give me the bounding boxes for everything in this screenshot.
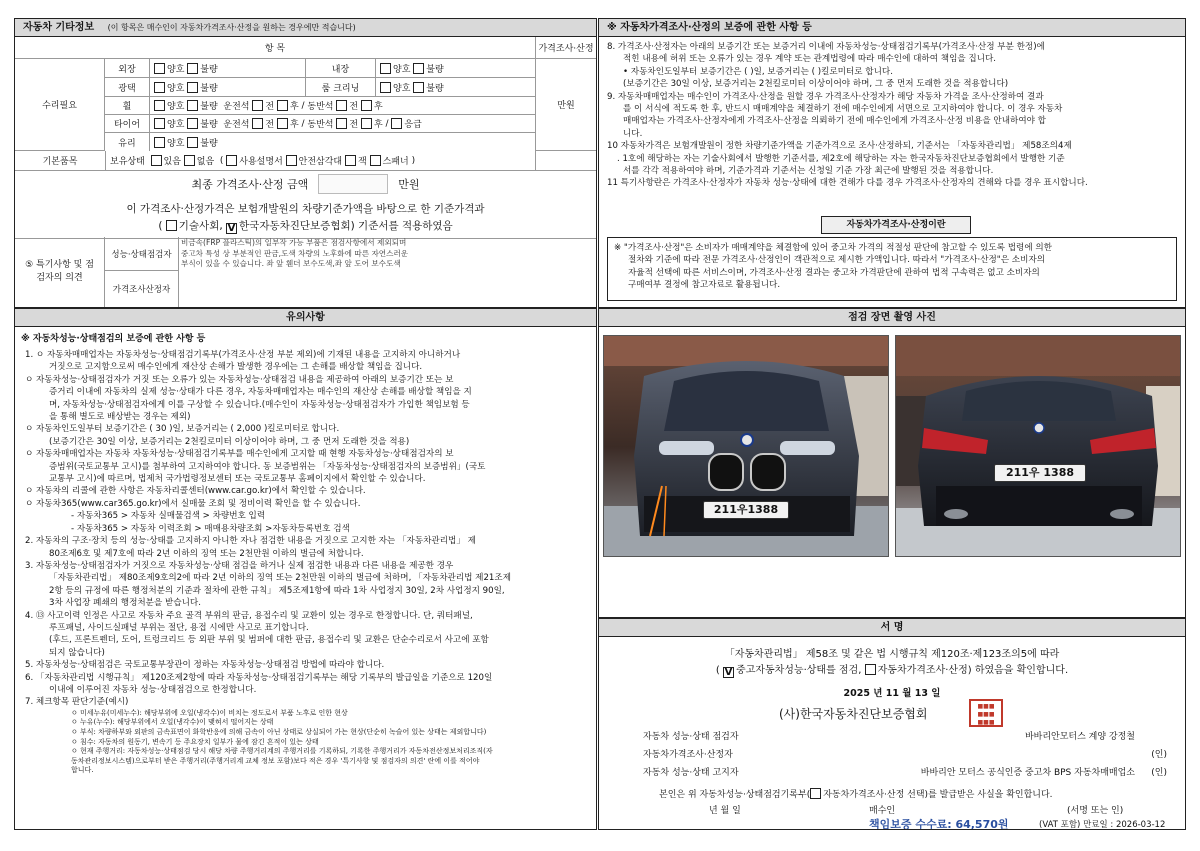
- opt-bad-label: 불량: [200, 102, 218, 112]
- possession-yes-label: 있음: [163, 157, 181, 167]
- wheel-pass-front-checkbox[interactable]: [336, 100, 347, 111]
- note-line: ㅇ 자동차365(www.car365.go.kr)에서 실매물 조회 및 정비이력 확인을 할 수 있습니다.: [25, 498, 361, 509]
- buyer-price-checkbox[interactable]: [810, 788, 821, 799]
- warranty-item: 9. 자동차매매업자는 매수인이 가격조사·산정을 원할 경우 가격조사·산정자가 해당 자동차 가격을 조사·산정하여 결과: [607, 91, 1044, 102]
- definition-line: 구매여부 결정에 참고자료로 활용됩니다.: [628, 280, 781, 291]
- warranty-item: 서를 각각 적용하여야 하며, 기준가격과 기준서는 신청일 기준 가장 최근에 발행된 것을 적용합니다.: [623, 166, 994, 177]
- note-line: 이내에 이루어진 자동차 성능·상태점검으로 한정합니다.: [49, 684, 257, 695]
- opt-bad-label: 불량: [200, 138, 218, 149]
- tire-pass-rear-checkbox[interactable]: [361, 118, 372, 129]
- note-line: 5. 자동차성능·상태점검은 국토교통부장관이 정하는 자동차성능·상태점검 방법에 따라야 합니다.: [25, 660, 385, 671]
- perf-inspector-text: 비금속(FRP 플라스틱)의 일부작 가능 부품은 점검사항에서 제외되며 중고차 특성 상 부분적인 판금,도색 차량의 노후화에 따른 자연스러운 부식이 있을 수 있습니다. 좌 앞 휀더 보수도색,좌 앞 도어 보수도색: [181, 238, 409, 269]
- note-line: 3. 자동차성능·상태점검자가 거짓으로 자동차성능·상태 점검을 하거나 실제 점검한 내용과 다른 내용을 제공한 경우: [25, 560, 454, 571]
- passenger-seat-label: 동반석: [307, 102, 334, 112]
- note-line: 합니다.: [71, 766, 94, 775]
- repair-grid: 외장 양호 불량 내장 양호 불량 광택 양호 불량 룸 크리닝 양호 불량 휠 양호 불량 운전석 전 후 / 동반석 전 후 타이어 양호 불량 운전석 전 후 / 동반석 전 후 / 응급 유리 양호 불량: [105, 59, 535, 151]
- final-price-input[interactable]: [318, 174, 388, 194]
- basis-line-2: [15, 218, 596, 239]
- exterior-good-checkbox[interactable]: [154, 63, 165, 74]
- note-line: (보증기간은 30일 이상, 보증거리는 2천킬로미터 이상이어야 하며, 그 중 먼저 도래한 것을 적용): [49, 436, 410, 447]
- notes-subtitle: ※ 자동차성능·상태점검의 보증에 관한 사항 등: [21, 334, 206, 344]
- room-bad-checkbox[interactable]: [413, 82, 424, 93]
- price-warranty-section: [598, 18, 1186, 308]
- signature-date: 2025 년 11 월 13 일: [843, 688, 941, 699]
- perf-check-label: 중고자동차성능·상태를 점검,: [735, 665, 862, 676]
- note-line: 증범위(국토교통부 고시)를 첨부하여 고지하여야 합니다. 동 보증범위는 「자동차성능·상태점검자의 보증범위」(국토: [49, 461, 486, 472]
- manual-checkbox[interactable]: [226, 155, 237, 166]
- sig-row-label: 자동차가격조사·산정자: [643, 750, 733, 760]
- passenger-seat-label: 동반석: [307, 120, 334, 130]
- warranty-item: . 1호에 해당하는 자는 기술사회에서 발행한 기준서를, 제2호에 해당하는 자는 한국자동차진단보증협회에서 발행한 기준: [617, 153, 1065, 164]
- possession-no-checkbox[interactable]: [184, 155, 195, 166]
- note-line: 을 통해 별도로 배상받는 경우는 제외): [49, 412, 191, 423]
- warranty-item: 적힌 내용에 허위 또는 오류가 있는 경우 계약 또는 관계법령에 따라 매수인에 대하여 책임을 집니다.: [623, 54, 997, 65]
- gloss-bad-checkbox[interactable]: [187, 82, 198, 93]
- front-label: 전: [265, 120, 275, 130]
- rear-label: 후: [373, 102, 383, 112]
- note-line: ㅇ 현재 주행거리: 자동차성능·상태점검 당시 해당 차량 주행거리계의 주행거리를 기록하되, 기록한 주행거리가 자동차전산정보처리조직(자: [71, 747, 493, 756]
- fee-label: 책임보증 수수료: 64,570원: [869, 818, 1009, 830]
- note-line: 4. ⑬ 사고이력 인정은 사고로 자동차 주요 골격 부위의 판금, 용접수리 및 교환이 있는 경우로 한정합니다. 단, 쿼터패널,: [25, 610, 473, 621]
- tire-pass-front-checkbox[interactable]: [336, 118, 347, 129]
- rear-label: 후: [289, 102, 299, 112]
- paren-close: ): [411, 155, 416, 166]
- rear-label: 후: [289, 120, 299, 130]
- opt-good-label: 양호: [393, 64, 411, 75]
- signature-law-line: 「자동차관리법」 제58조 및 같은 법 시행규칙 제120조·제123조의5에 따라: [724, 649, 1060, 660]
- price-definition-box: [607, 237, 1177, 301]
- note-line: ㅇ 누유(누수): 해당부위에서 오일(냉각수)이 맺혀서 떨어지는 상태: [71, 718, 274, 727]
- label-interior: 내장: [305, 59, 375, 77]
- room-good-checkbox[interactable]: [380, 82, 391, 93]
- wheel-driver-front-checkbox[interactable]: [252, 100, 263, 111]
- price-warranty-header: ※ 자동차가격조사·산정의 보증에 관한 사항 등: [599, 19, 1185, 37]
- note-line: - 자동차365 > 자동차 이력조회 > 매매용차량조회 >자동차등록번호 검색: [71, 523, 350, 534]
- label-gloss: 광택: [118, 83, 136, 94]
- note-line: 3차 사업장 폐쇄의 행정처분을 받습니다.: [49, 598, 201, 609]
- tire-good-checkbox[interactable]: [154, 118, 165, 129]
- front-label: 전: [265, 102, 275, 112]
- note-line: 되지 않습니다): [49, 647, 105, 658]
- repair-label: 수리필요: [15, 59, 105, 151]
- tire-emergency-checkbox[interactable]: [391, 118, 402, 129]
- opt-good-label: 양호: [167, 120, 185, 130]
- final-price-unit: 만원: [398, 178, 420, 191]
- note-line: 80조제6호 및 제7호에 따라 2년 이하의 징역 또는 2천만원 이하의 벌금에 처합니다.: [49, 548, 364, 559]
- basis-line-1: 이 가격조사·산정가격은 보험개발원의 차량기준가액을 바탕으로 한 기준가격과: [126, 203, 485, 215]
- kaida-checkbox[interactable]: V: [227, 223, 236, 234]
- rear-license-plate: 211우 1388: [994, 464, 1086, 482]
- price-definition-title: 자동차가격조사·산정이란: [821, 216, 971, 234]
- possession-yes-checkbox[interactable]: [151, 155, 162, 166]
- sig-row-label: 자동차 성능·상태 고지자: [643, 768, 739, 778]
- basis-paren: (: [158, 220, 163, 232]
- glass-bad-checkbox[interactable]: [187, 137, 198, 148]
- inspection-record-page: [14, 18, 1186, 830]
- warranty-item: 니다.: [623, 128, 643, 139]
- note-line: 1. ㅇ 자동차매매업자는 자동차성능·상태점검기록부(가격조사·산정 부분 제외)에 기재된 내용을 고지하지 아니하거나: [25, 350, 461, 360]
- note-line: 2. 자동차의 구조·장치 등의 성능·상태를 고지하지 아니한 자나 점검한 내용을 거짓으로 고지한 자는 「자동차관리법」 제: [25, 536, 476, 547]
- price-inspector-label: 가격조사산정자: [105, 271, 179, 307]
- opt-good-label: 양호: [167, 83, 185, 94]
- glass-good-checkbox[interactable]: [154, 137, 165, 148]
- final-price-row: [15, 171, 596, 197]
- interior-good-checkbox[interactable]: [380, 63, 391, 74]
- fee-note: (VAT 포함) 만료일 : 2026-03-12: [1039, 820, 1166, 830]
- warranty-item: 10 자동차가격은 보험개발원이 정한 차량기준가액을 기준가격으로 조사·산정하되, 기준서는 「자동차관리법」 제58조의4제: [607, 141, 1072, 152]
- note-line: 7. 체크항목 판단기준(예시): [25, 697, 129, 708]
- tire-driver-front-checkbox[interactable]: [252, 118, 263, 129]
- wheel-driver-rear-checkbox[interactable]: [277, 100, 288, 111]
- signature-org: (사)한국자동차진단보증협회: [779, 707, 928, 721]
- buyer-label: 매수인: [869, 806, 896, 816]
- sig-row-value: 바바리안모터스 계양 강정철: [1024, 732, 1135, 742]
- item-header-row: [15, 37, 596, 59]
- definition-line: 절차와 기준에 따라 전문 가격조사·산정인이 객관적으로 제시한 가액입니다. 따라서 "가격조사·산정"은 소비자의: [628, 255, 1045, 266]
- repair-price-unit: 만원: [535, 59, 596, 151]
- warranty-item: (보증기간은 30일 이상, 보증거리는 2천킬로미터 이상이어야 하며, 그 중 먼저 도래한 것을 적용합니다): [623, 79, 1009, 90]
- opt-good-label: 양호: [167, 138, 185, 149]
- front-label: 전: [349, 102, 359, 112]
- signature-header: 서 명: [599, 619, 1185, 637]
- warranty-item: 매매업자는 가격조사·산정자에게 가격조사·산정을 의뢰하기 전에 매수인에게 가격조사·산정 비용을 안내하여야 합: [623, 116, 1046, 127]
- spanner-checkbox[interactable]: [370, 155, 381, 166]
- notes-header: 유의사항: [15, 309, 596, 327]
- label-exterior: 외장: [118, 64, 136, 75]
- gloss-good-checkbox[interactable]: [154, 82, 165, 93]
- jack-label: 잭: [358, 157, 367, 167]
- interior-bad-checkbox[interactable]: [413, 63, 424, 74]
- definition-line: ※ "가격조사·산정"은 소비자가 매매계약을 체결함에 있어 중고차 가격의 적절성 판단에 참고할 수 있도록 법령에 의한: [614, 243, 1052, 253]
- exterior-bad-checkbox[interactable]: [187, 63, 198, 74]
- basic-price-cell: [535, 151, 596, 170]
- emergency-label: 응급: [404, 120, 422, 130]
- sig-row-value: 바바리안 모터스 공식인증 중고차 BPS 자동차매매업소: [920, 768, 1135, 778]
- opt-bad-label: 불량: [200, 83, 218, 94]
- note-line: ㅇ 부식: 차량하부와 외판의 금속표면이 화학반응에 의해 금속이 아닌 상태로 상실되어 가는 현상(단순히 녹슬어 있는 상태는 제외합니다): [71, 727, 487, 736]
- rear-label: 후: [373, 120, 383, 130]
- wheel-pass-rear-checkbox[interactable]: [361, 100, 372, 111]
- label-glass: 유리: [118, 138, 136, 149]
- paren-open: (: [219, 155, 224, 166]
- org-seal-stamp: ■■■ ■■■ ■■■: [969, 699, 1003, 727]
- manual-label: 사용설명서: [239, 157, 283, 167]
- perf-check-checkbox[interactable]: V: [724, 667, 733, 678]
- note-line: 증거리 이내에 자동차의 실제 성능·상태가 다른 경우, 자동차매매업자는 매수인의 재산상 손해를 배상할 책임을 지: [49, 387, 472, 398]
- notes-list: [25, 349, 590, 776]
- opt-bad-label: 불량: [426, 64, 444, 75]
- note-line: 거짓으로 고지함으로써 매수인에게 재산상 손해가 발생한 경우에는 그 손해를 배상할 책임을 집니다.: [49, 362, 423, 373]
- price-warranty-items: [607, 41, 1179, 190]
- sig-paren-open: (: [715, 665, 720, 676]
- note-line: ㅇ 자동차인도일부터 보증기간은 ( 30 )일, 보증거리는 ( 2,000 )킬로미터로 합니다.: [25, 424, 340, 435]
- note-line: 동차관리정보시스템)으로부터 받은 주행거리(주행거리계 교체 정보 포함)보다 적은 경우 '특기사항 및 점검자의 의견' 란에 이를 적어야: [71, 756, 480, 765]
- note-line: ㅇ 침수: 자동차의 원동기, 변속기 등 주요장치 일부가 물에 잠긴 흔적이 있는 상태: [71, 737, 319, 746]
- spanner-label: 스패너: [382, 157, 409, 167]
- opt-good-label: 양호: [393, 83, 411, 94]
- kaida-label: 한국자동차진단보증협회): [239, 220, 355, 232]
- jack-checkbox[interactable]: [345, 155, 356, 166]
- sig-row-mark: (인): [1151, 750, 1167, 760]
- note-line: (후드, 프론트펜더, 도어, 트렁크리드 등 외판 부위 및 범퍼에 대한 판금, 용접수리 및 교환은 단순수리로서 사고에 포함: [49, 635, 489, 646]
- basis-tail: 기준서를 적용하였음: [358, 220, 453, 232]
- opt-good-label: 양호: [167, 64, 185, 75]
- rear-car-image: [896, 336, 1181, 557]
- sig-row-label: 자동차 성능·상태 점검자: [643, 732, 739, 742]
- note-line: 루프패널, 사이드실패널 부위는 절단, 용접 시에만 사고로 표기합니다.: [49, 622, 309, 633]
- triangle-label: 안전삼각대: [298, 157, 343, 167]
- confirm-line-1: 본인은 위 자동차성능·상태점검기록부(: [659, 790, 811, 800]
- tire-driver-rear-checkbox[interactable]: [277, 118, 288, 129]
- triangle-checkbox[interactable]: [286, 155, 297, 166]
- buyer-sign: (서명 또는 인): [1067, 806, 1124, 816]
- tech-society-label: 기술사회,: [178, 220, 223, 232]
- note-line: 교통부 고시)에 따르며, 법제처 국가법령정보센터 또는 국토교통부 홈페이지에서 확인할 수 있습니다.: [49, 474, 426, 485]
- wheel-good-checkbox[interactable]: [154, 100, 165, 111]
- driver-seat-label: 운전석: [223, 120, 250, 130]
- note-line: ㅇ 자동차매매업자는 자동차 자동차성능·상태점검기록부를 매수인에게 고지할 때 현행 자동차성능·상태점검자의 보: [25, 449, 454, 460]
- note-line: - 자동차365 > 자동차 실매물검색 > 차량번호 입력: [71, 511, 266, 522]
- front-car-image: [604, 336, 889, 557]
- tech-society-checkbox[interactable]: [166, 220, 177, 231]
- opt-bad-label: 불량: [426, 83, 444, 94]
- note-line: ㅇ 미세누유(미세누수): 해당부위에 오일(냉각수)이 비치는 정도로서 부품 노후로 인한 현상: [71, 708, 348, 717]
- opt-bad-label: 불량: [200, 120, 218, 130]
- col-item: 항 목: [264, 44, 286, 54]
- confirm-line-2: 자동차가격조사·산정 선택)를 발급받은 사실을 확인합니다.: [823, 790, 1053, 800]
- front-license-plate: 211우1388: [703, 501, 789, 519]
- note-line: ㅇ 자동차성능·상태점검자가 거짓 또는 오류가 있는 자동차성능·상태점검 내용을 제공하여 아래의 보증기간 또는 보: [25, 374, 454, 385]
- rear-photo: [895, 335, 1181, 557]
- definition-line: 자율적 선택에 따른 서비스이며, 가격조사·산정 결과는 중고차 가격판단에 관하여 법적 구속력은 없고 소비자의: [628, 267, 1040, 278]
- bottom-date: 년 월 일: [709, 806, 741, 816]
- front-photo: [603, 335, 889, 557]
- basic-items-label: 기본품목: [42, 157, 78, 167]
- other-info-header: [15, 19, 596, 37]
- signature-section: [598, 618, 1186, 830]
- front-label: 전: [349, 120, 359, 130]
- warranty-item: 를 이 서식에 적도록 한 후, 반드시 매매계약을 체결하기 전에 매수인에게 서면으로 고지하여야 합니다. 이 경우 자동차: [623, 104, 1063, 115]
- driver-seat-label: 운전석: [223, 102, 250, 112]
- note-line: 며, 자동차성능·상태점검자에게 이를 구상할 수 있습니다.(매수인이 자동차성능·상태점검자가 가입한 책임보험 등: [49, 399, 470, 410]
- label-wheel: 휠: [122, 102, 132, 112]
- note-line: ㅇ 자동차의 리콜에 관한 사항은 자동차리콜센터(www.car.go.kr)에서 확인할 수 있습니다.: [25, 486, 366, 497]
- notes-section: [14, 308, 597, 830]
- confirm-line: [659, 787, 1053, 800]
- label-room-clean: 룸 크리닝: [305, 78, 375, 96]
- warranty-item: 8. 가격조사·산정자는 아래의 보증기간 또는 보증거리 이내에 자동차성능·상태점검기록부(가격조사·산정 부분 한정)에: [607, 42, 1045, 52]
- warranty-item: 11 특기사항란은 가격조사·산정자가 자동차 성능·상태에 대한 견해가 다를 경우 가격조사·산정자의 견해와 다를 경우 표시합니다.: [607, 178, 1088, 189]
- other-info-note: (이 항목은 매수인이 자동차가격조사·산정을 원하는 경우에만 적습니다): [107, 23, 356, 32]
- signature-options-line: [599, 661, 1185, 678]
- price-check-label: 자동차가격조사·산정) 하였음을 확인합니다.: [877, 665, 1069, 676]
- warranty-item: • 자동차인도일부터 보증기간은 ( )일, 보증거리는 ( )킬로미터로 합니다.: [623, 66, 893, 77]
- possession-no-label: 없음: [196, 157, 215, 167]
- special-notes-label: ⑤ 특기사항 및 점검자의 의견: [15, 237, 105, 307]
- other-info-title: 자동차 기타정보: [23, 22, 95, 33]
- price-check-checkbox[interactable]: [865, 664, 876, 675]
- note-line: 2항 등의 규정에 따른 행정처분의 기준과 절차에 관한 규칙」 제5조제1항에 따라 1차 사업정지 30일, 2차 사업정지 90일,: [49, 585, 505, 596]
- note-line: 6. 「자동차관리법 시행규칙」 제120조제2항에 따라 자동차성능·상태점검기록부는 해당 기록부의 발급일을 기준으로 120일: [25, 672, 493, 683]
- possession-label: 보유상태: [110, 157, 145, 167]
- col-price: 가격조사·산정: [535, 37, 596, 58]
- other-info-section: [14, 18, 597, 308]
- opt-good-label: 양호: [167, 102, 185, 112]
- wheel-bad-checkbox[interactable]: [187, 100, 198, 111]
- sig-row-mark: (인): [1151, 768, 1167, 778]
- perf-inspector-label: 성능·상태점검자: [105, 237, 179, 271]
- opt-bad-label: 불량: [200, 64, 218, 75]
- photos-section: [598, 308, 1186, 618]
- final-price-label: 최종 가격조사·산정 금액: [191, 178, 309, 191]
- label-tire: 타이어: [113, 120, 141, 130]
- tire-bad-checkbox[interactable]: [187, 118, 198, 129]
- note-line: 「자동차관리법」 제80조제9호의2에 따라 2년 이하의 징역 또는 2천만원 이하의 벌금에 처하며, 「자동차관리법 제21조제: [49, 573, 512, 584]
- photos-header: 점검 장면 촬영 사진: [599, 309, 1185, 327]
